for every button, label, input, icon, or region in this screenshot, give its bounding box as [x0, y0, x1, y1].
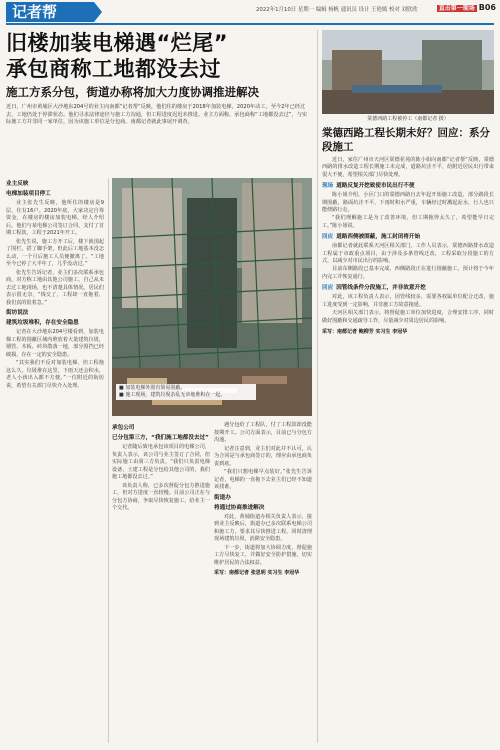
section-title: 已分包第三方，“我们施工地都没去过”	[112, 435, 209, 441]
main-article	[6, 30, 312, 127]
masthead-bar	[0, 0, 500, 22]
headline-line-2: 承包商称工地都没去过	[6, 57, 221, 81]
article-column-1	[6, 178, 104, 391]
paragraph: “我们只想电梯早点装好。”张先生告诉记者，电梯的一直拖下去业主们已经不知道该找谁。	[214, 469, 312, 490]
page-tag: 直击第一现场	[438, 5, 475, 12]
paragraph: “其实我们不反对加装电梯，但工程拖这么久，垃圾堆在这里，下雨天还会积水，老人小孩出入都不方便。”一位附近的街坊说，希望有关部门尽快介入处理。	[6, 360, 104, 389]
caption-text: 加装电梯外围有简易围蔽。	[125, 385, 186, 391]
photo-caption-box	[116, 384, 256, 400]
page-number	[437, 3, 496, 12]
section-title: 道路西侧被围蔽，施工封闭将开始	[336, 234, 421, 241]
paragraph: 记者在大沙地东204号楼看到，加装电梯工程的围蔽区域内堆放着大量建筑垃圾，钢管、木板、砖块散落一地，部分围挡已经破损，存在一定的安全隐患。	[6, 329, 104, 358]
paragraph: 业主张先生反映，他所住的楼房是9层，住有16户。2020年底，大家决定自筹资金，在楼房的楼房加装电梯。经人介绍后，他们与某电梯公司签订合同，支付了首期工程款，工程于2021年开工。	[6, 200, 104, 236]
page-number-value: B06	[478, 3, 496, 12]
sidebar-section-2	[322, 233, 494, 241]
section-title: 因管线条件分段施工，并非故意开挖	[336, 285, 426, 292]
sidebar-body	[322, 157, 494, 336]
section-title: 记者帮	[12, 3, 58, 21]
photo-caption-2: ■ 施工现场，建筑垃圾杂乱无章地堆积在一起。	[119, 392, 226, 398]
article-column-3	[112, 422, 210, 514]
section-label: 承包公司	[112, 425, 135, 431]
column-divider	[108, 178, 109, 743]
paragraph: 对此，黄埔街道办相关负责人表示，接到业主反映后，街道办已多次联系电梯公司和施工方，要求其尽快推进工程，同时清理现场建筑垃圾，消除安全隐患。	[214, 513, 312, 542]
section-masthead	[6, 2, 94, 22]
masthead-rule	[6, 23, 494, 25]
section-label: 业主反映	[6, 181, 29, 187]
headline-line-1: 旧楼加装电梯遇“烂尾”	[6, 31, 229, 55]
paragraph: 陈小姐介绍，小区门口的棠德西路自去年起开始施工改造，部分路段长期围蔽，路面坑洼不平，下雨时积水严重，车辆经过时溅起泥水，行人也只能绕路行走。	[322, 192, 494, 214]
paragraph: 南都记者就此联系天河区相关部门。工作人员表示，棠德西路排水改造工程属于市政重点项目，由于涉及多条管线迁改，工程采取分段施工的方式，以减少对市民出行的影响。	[322, 243, 494, 265]
section-label: 街道办	[214, 494, 231, 501]
sidebar-article	[322, 30, 494, 338]
sidebar-photo-illustration	[322, 30, 494, 114]
section-title: 建筑垃圾堆积，存在安全隐患	[6, 320, 79, 326]
sidebar-section-3	[322, 284, 494, 292]
dateline: 2022年1月10日 星期一 编辑 杨帆 通讯员 设计 王艳嫣 校对 刘欣欣	[256, 7, 418, 13]
section-title: 电梯加装项目停工	[6, 191, 51, 197]
sidebar-photo-caption: 棠德西路工程被停工（南都记者 摄）	[367, 116, 449, 122]
paragraph: 天河区相关部门表示，将督促施工单位加快进度，合理安排工序，同时做好围蔽和交通疏导工作，尽量减少对周边居民的影响。	[322, 310, 494, 324]
paragraph: 张先生告诉记者，业主们多次联系承包商，对方称工地由其他公司施工，自己从未去过工地现场，也不清楚具体情况。居民们表示很无奈，“钱交了，工程却一直拖着，我们真的很着急。”	[6, 269, 104, 306]
sidebar-headline: 棠德西路工程长期未好？回应：系分段施工	[322, 127, 490, 153]
caption-text: 施工现场，建筑垃圾杂乱无章地堆积在一起。	[125, 392, 226, 398]
paragraph: 目前东侧路段已基本完成，西侧路段正在进行围蔽施工，预计将于今年内完工并恢复通行。	[322, 266, 494, 280]
paragraph: 记者注意到，业主们对此并不认可，认为合同是与承包商签订的，理应由承包商负责到底。	[214, 445, 312, 467]
sidebar-divider	[317, 30, 318, 743]
section-label: 回应	[322, 234, 334, 241]
article-column-4	[214, 422, 312, 579]
section-title: 道路反复开挖致使市民出行不便	[336, 183, 415, 190]
paragraph: 记者随后致电承包该项目的电梯公司，负责人表示，该公司与业主签订了合同，但实际施工由第三方负责。“我们只负责电梯设备，土建工程是分包给其他公司的，我们施工地都没去过。”	[112, 444, 210, 480]
construction-site-photo	[112, 178, 312, 416]
paragraph: 对此，该工程负责人表示，因管线较多，需要各权属单位配合迁改，施工进度受到一定影响，并非施工方故意拖延。	[322, 294, 494, 308]
sidebar-section-1	[322, 182, 494, 190]
paragraph: 张先生说，施工方开工后，楼下就围起了围栏，搭了脚手架，但此后工地基本没怎么动，一个月后施工人员便撤离了。“工地至今已停了大半年了，几乎没动过。”	[6, 238, 104, 267]
section-title: 将通过协商推进解决	[214, 504, 265, 511]
paragraph: “我们理解施工是为了改善环境，但工期拖得太久了，希望能早日完工。”陈小姐说。	[322, 215, 494, 229]
paragraph: 下一步，街道将加大协调力度，督促施工方尽快复工，并做好安全防护措施，切实维护居民的合法权益。	[214, 544, 312, 566]
section-label: 现场	[322, 183, 334, 190]
sidebar-photo	[322, 30, 494, 114]
photo-caption-1: ■ 加装电梯外围有简易围蔽。	[119, 385, 186, 391]
byline: 采写：南都记者 张思明 实习生 李冠华	[214, 570, 300, 576]
masthead-arrow	[94, 2, 102, 22]
subheadline: 施工方系分包，街道办称将加大力度协调推进解决	[6, 85, 259, 99]
section-label: 街坊说法	[6, 310, 29, 316]
article-lead: 近日，广州市黄埔区大沙地东204号的业主向南都“记者帮”反映，他们住的楼房于2018年加装电梯，2020年动工，至今2年已经过去，工地仍处于停滞状态。他们寻求法律途径与施工方沟通，但工程进度迟迟未推进。业主方面称，承包商称“工地都没去过”，与实际施工方并非同一家单位，因为该施工单位是分包商。南都记者就此事展开调查。	[6, 104, 308, 126]
photo-illustration	[112, 178, 312, 416]
sidebar-byline: 采写：南都记者 鲍柳芳 实习生 李冠华	[322, 328, 408, 335]
section-label: 回应	[322, 285, 334, 292]
paragraph: 该负责人称，已多次督促分包方推进施工，但对方进度一直较慢。目前公司正在与分包方协商，争取尽快恢复施工，给业主一个交代。	[112, 482, 210, 511]
sidebar-lead: 近日，家住广州市天河区棠德花苑的陈小姐向南都“记者帮”反映，棠德西路的排水改造工程长期施工未完成，道路坑洼不平，给附近居民出行带来很大不便，希望相关部门尽快处理。	[322, 157, 494, 178]
paragraph: 遇分包给了工程队，付了工程款却没能按期开工。公司方面表示，目前已与分包方沟通。	[214, 422, 312, 443]
